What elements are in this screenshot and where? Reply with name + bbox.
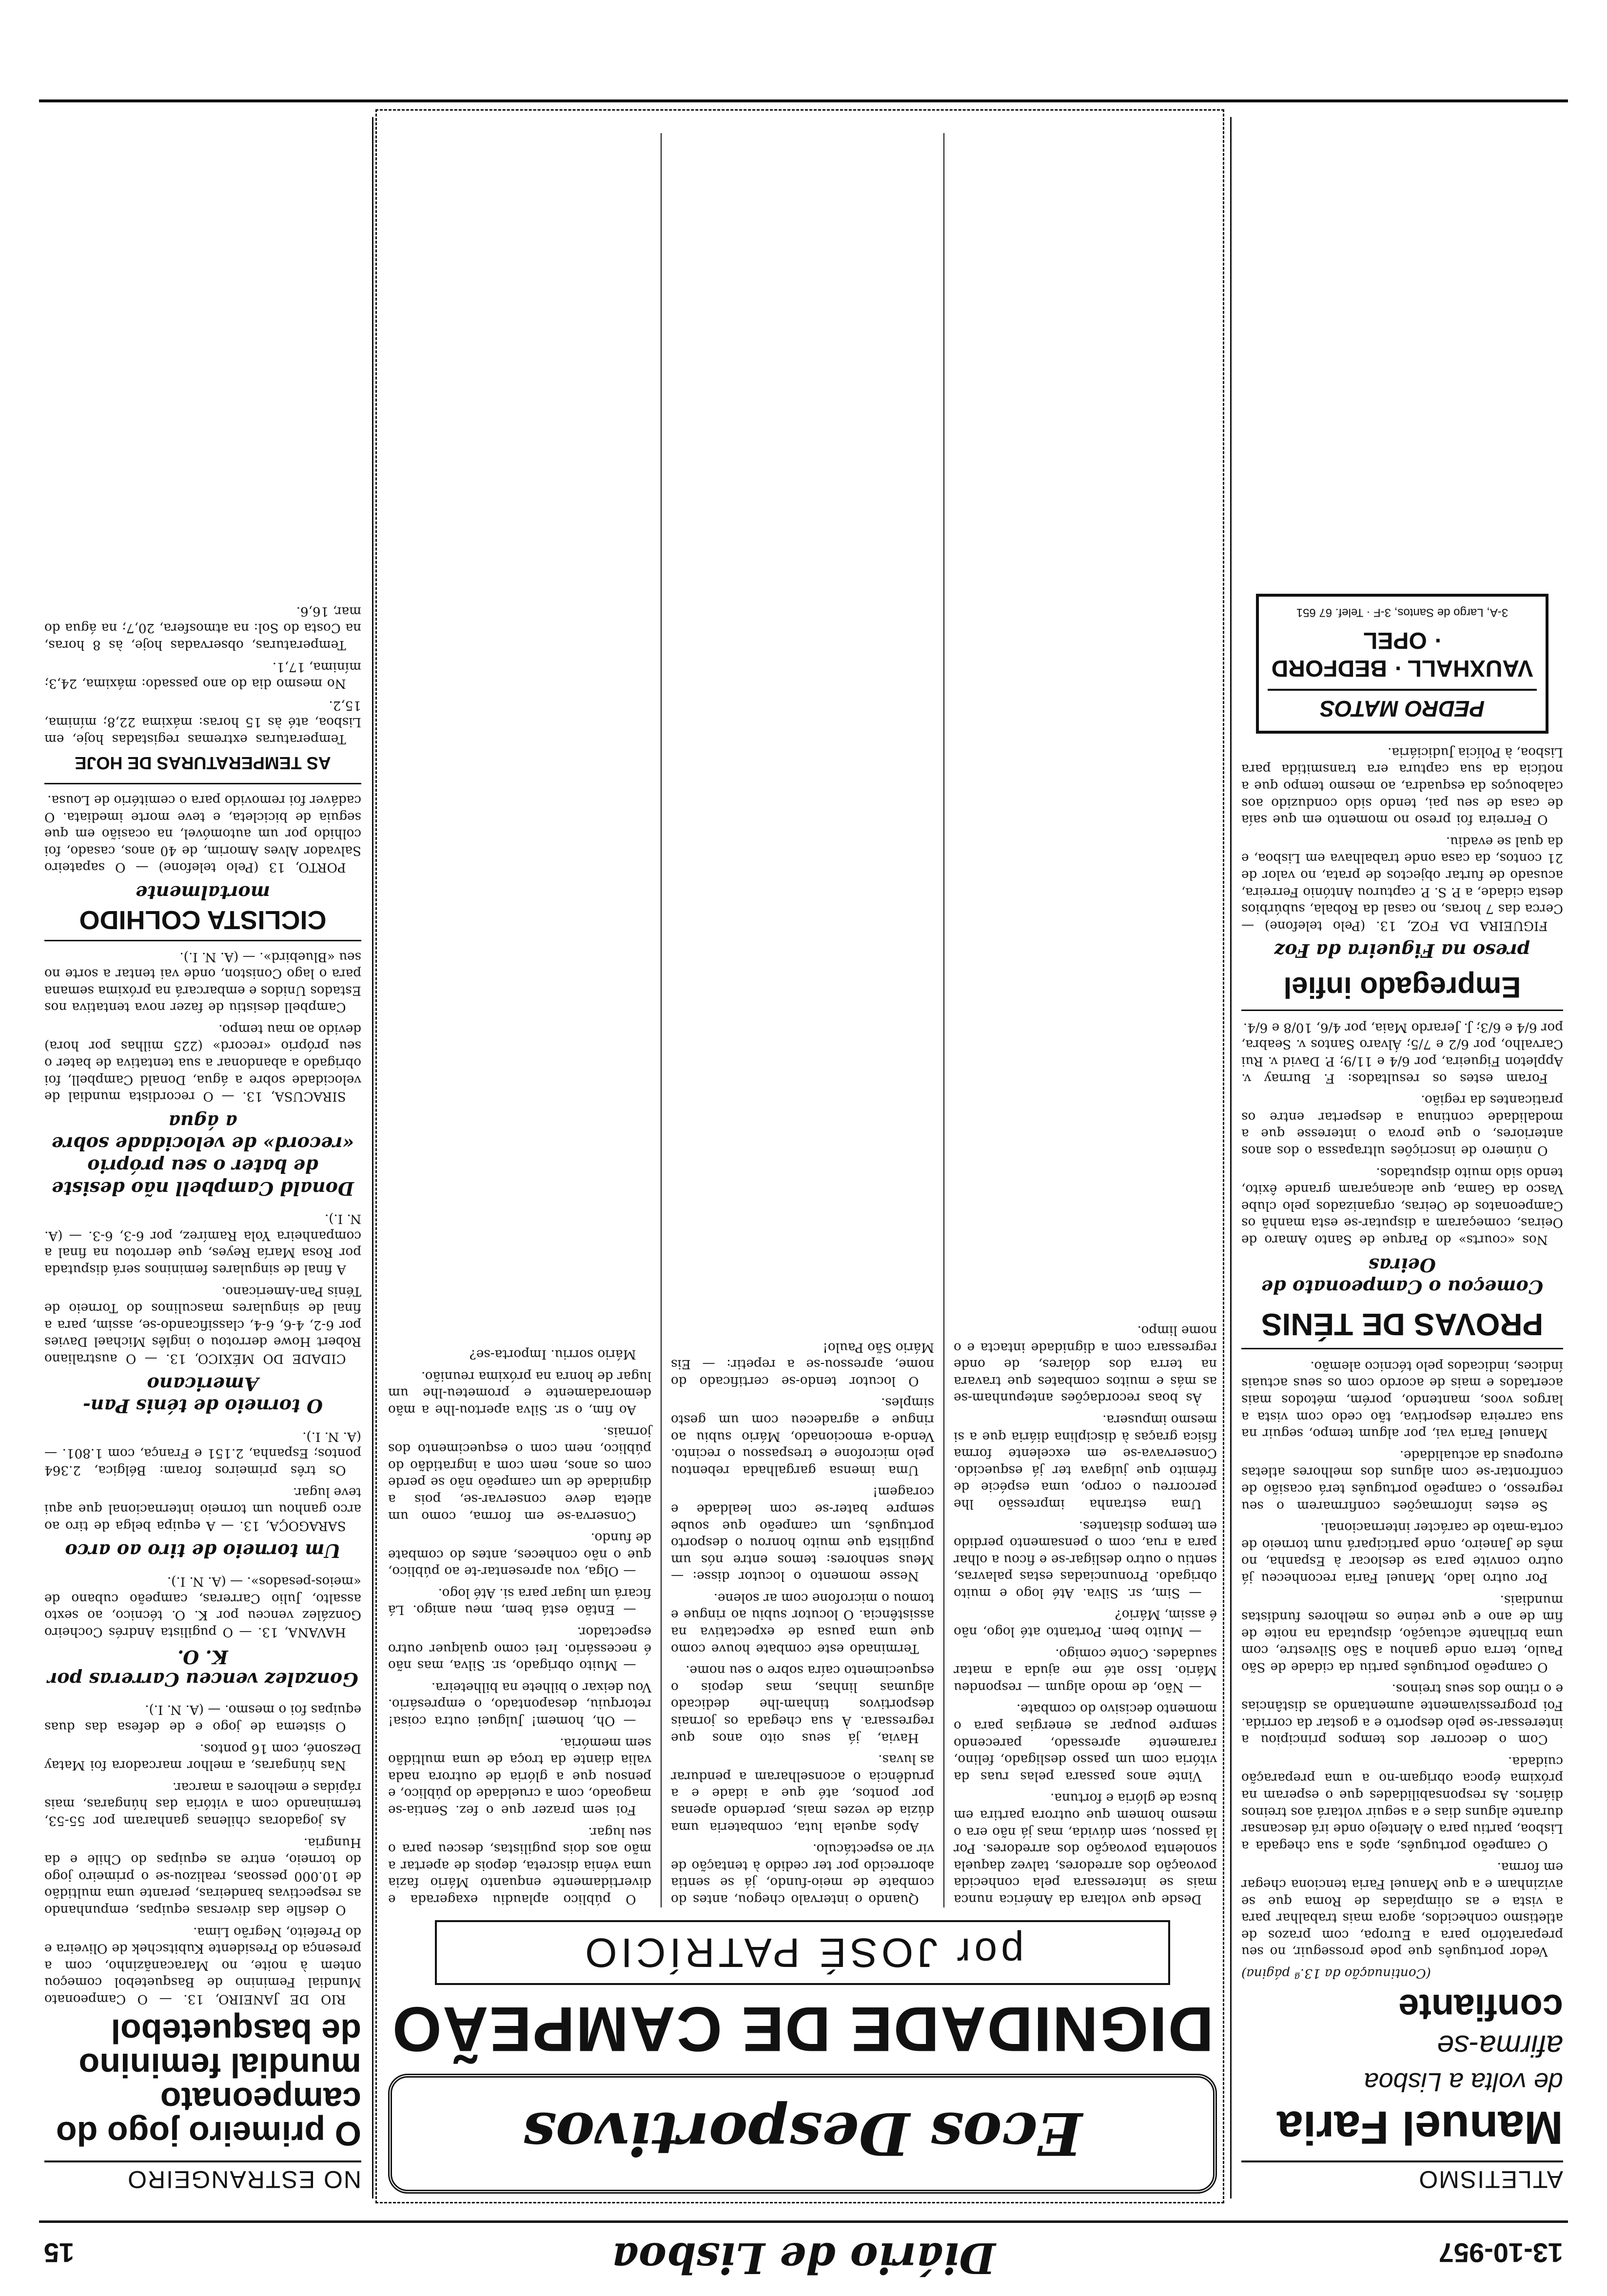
article-paragraph: Foram estes os resultados: F. Burnay v. Appleton Figueira, por 6/4 e 11/9; P. David v. Rui Carvalho, por 6/2 e 7/5; Álvaro Santos v. Seabra, por 6/4 e 6/3; J. Jerardo Maia, por 4/6, 10/8 e 6/4. bbox=[1241, 1020, 1563, 1086]
article-paragraph: O desfile das diversas equipas, empunhando as respectivas bandeiras, perante uma multidão de 10.000 pessoas, realizou-se o primeiro jogo do torneio, entre as equipas do Chile e da Hungria. bbox=[44, 1835, 361, 1918]
story-paragraph: — Sim, sr. Silva. Até logo e muito obrigado. Pronunciadas estas palavras, sentiu o outro desligar-se e ficou a olhar para a rua, com o pensamento perdido em tempos distantes. bbox=[954, 1518, 1217, 1600]
article-paragraph: No mesmo dia do ano passado: máxima, 24,3; mínima, 17,1. bbox=[44, 659, 361, 691]
article-paragraph: Se estes informações confirmarem o seu regresso, o campeão português terá ocasião de confrontar-se com alguns dos melhores atletas europeus da actualidade. bbox=[1241, 1447, 1563, 1513]
article-paragraph: Os três primeiros foram: Bélgica, 2.364 pontos; Espanha, 2.151 e França, com 1.801. — (A. N. I.). bbox=[44, 1429, 361, 1478]
byline-box: por JOSÉ PATRÍCIO bbox=[435, 1920, 1170, 1985]
article-paragraph: Temperaturas, observadas hoje, às 8 horas, na Costa do Sol: na atmosfera, 20,7; na água do mar, 16,6. bbox=[44, 603, 361, 653]
page-number: 15 bbox=[44, 2238, 75, 2268]
deck-confiante: confiante bbox=[1398, 1986, 1563, 2028]
story-paragraph: Quando o intervalo chegou, antes do combate de meio-fundo, já se sentia aborrecido por ter cedido à tentação de vir ao espectáculo. bbox=[671, 1841, 934, 1907]
article-paragraph: Manuel Faria vai, por algum tempo, seguir na sua carreira desportiva, tão cedo com vista a largos voos, mantendo, porém, métodos mais acertados e mais de acordo com os seus actuais índices, indicados pelo técnico alemão. bbox=[1241, 1358, 1563, 1441]
story-paragraph: Foi sem prazer que o fez. Sentia-se magoado, com a crueldade do público, e pensou que a glória de outrora nada valia diante da troça de uma multidão sem memória. bbox=[388, 1735, 651, 1818]
story-paragraph: — Oh, homem! Julguei outra coisa! retorquiu, desapontado, o empresário. Vou deixar o bilhete na bilheteira. bbox=[388, 1679, 651, 1729]
header-rule bbox=[39, 2220, 1568, 2223]
story-paragraph: Uma imensa gargalhada rebentou pelo microfone e trespassou o recinto. Vendo-a emocionado, Mário subiu ao ringue e agradeceu com um gesto simples. bbox=[671, 1395, 934, 1478]
article-paragraph: SARAGOÇA, 13. — A equipa belga de tiro ao arco ganhou um torneio internacional que aqui teve lugar. bbox=[44, 1484, 361, 1533]
section-atletismo: ATLETISMO bbox=[1241, 2160, 1563, 2194]
article-paragraph: O campeão português partiu da cidade de São Paulo, terra onde ganhou a São Silvestre, com uma brilhante actuação, disputada na noite de fim de ano e que reúne os melhores fundistas mundiais. bbox=[1241, 1592, 1563, 1674]
continuation-note: (Continuação da 13.ª página) bbox=[1241, 1966, 1431, 1981]
subhead-tiro-ao-arco: Um torneio de tiro ao arco bbox=[65, 1540, 341, 1562]
article-paragraph: Nos «courts» do Parque de Santo Amaro de Oeiras, começaram a disputar-se esta manhã os Campeonatos de Oeiras, organizados pelo clube Vasco da Gama, que alcançaram grande êxito, tendo sido muito disputados. bbox=[1241, 1165, 1563, 1247]
story-paragraph: Vinte anos passara pelas ruas da vitória com um passo desligado, felino, raramente apressado, parecendo sempre poupar as energias para o momento decisivo do combate. bbox=[954, 1701, 1217, 1784]
story-paragraph: — Não, de modo algum — respondeu Mário. Isso até me ajuda a matar saudades. Conte comigo. bbox=[954, 1646, 1217, 1694]
article-paragraph: CIDADE DO MÉXICO, 13. — O australiano Robert Howe derrotou o inglês Michael Davies por 6-2, 4-6, 6-4, classificando-se, assim, para a final de singulares masculinos do Torneio de Ténis Pan-Americano. bbox=[44, 1284, 361, 1366]
subhead-tenis-pan-americano: O torneio de ténis Pan-Americano bbox=[82, 1373, 323, 1418]
story-paragraph: Uma estranha impressão lhe percorreu o corpo, uma espécie de frémito que julgava ter já esquecido. Conservava-se em excelente forma física graças à disciplina diária que a si mesmo impusera. bbox=[954, 1412, 1217, 1511]
article-paragraph: Nas húngaras, a melhor marcadora foi Matay Dezsoné, com 16 pontos. bbox=[44, 1741, 361, 1773]
story-paragraph: Mário sorriu. Importa-se? bbox=[469, 1347, 636, 1362]
article-paragraph: O número de inscrições ultrapassa o dos anos anteriores, o que prova o interesse que a modalidade continua a despertar entre os praticantes da região. bbox=[1241, 1092, 1563, 1158]
story-paragraph: O público aplaudiu exagerada e divertidamente enquanto Mário fazia uma vénia discreta, depois de apertar a mão aos dois pugilistas, desceu para o seu lugar. bbox=[388, 1824, 651, 1907]
article-paragraph: Por outro lado, Manuel Faria reconheceu já outro convite para se deslocar à Espanha, no mês de Janeiro, onde participará num torneio de corta-mato de carácter internacional. bbox=[1241, 1520, 1563, 1585]
right-column bbox=[44, 598, 361, 2194]
story-paragraph: — Muito bem. Portanto até logo, não é assim, Mário? bbox=[954, 1607, 1217, 1639]
subhead-gonzalez: Gonzalez venceu Carreras por K. O. bbox=[47, 1646, 358, 1691]
article-paragraph: O sistema de jogo e de defesa das duas equipas foi o mesmo. — (A. N. I.). bbox=[44, 1702, 361, 1734]
story-paragraph: Conserva-se em forma, como um atleta deve conservar-se, pois a dignidade de um campeão não se perde com os anos, nem com a ingratidão do público, nem com o esquecimento dos jornais. bbox=[388, 1424, 651, 1523]
article-paragraph: Temperaturas extremas registadas hoje, em Lisboa, até às 15 horas: máxima 22,8; mínima, 15,2. bbox=[44, 698, 361, 746]
left-column bbox=[1241, 584, 1563, 2194]
headline-dignidade: DIGNIDADE DE CAMPEÃO bbox=[391, 1994, 1214, 2065]
column-divider bbox=[372, 117, 373, 2199]
headline-temperaturas: AS TEMPERATURAS DE HOJE bbox=[75, 753, 331, 774]
headline-manuel-faria: Manuel Faria bbox=[1277, 2101, 1563, 2154]
advertisement-pedro-matos bbox=[1256, 594, 1548, 734]
story-paragraph: Terminado este combate houve como que uma pausa de expectativa na assistência. O locutor subiu ao ringue e tomou o microfone com ar solene. bbox=[671, 1590, 934, 1656]
story-paragraph: Havia, já seus oito anos que regressara. À sua chegada os jornais desportivos tinham-lhe dedicado algumas linhas, mas depois o esquecimento caíra sobre o seu nome. bbox=[671, 1663, 934, 1745]
article-paragraph: Campbell desistiu de fazer nova tentativa nos Estados Unidos e embarcará na próxima semana para o lago Coniston, onde vai tentar a sorte no seu «Bluebird». — (A. N. I.). bbox=[44, 949, 361, 1015]
headline-provas-tenis: PROVAS DE TÉNIS bbox=[1261, 1307, 1544, 1343]
deck-de-volta: de volta a Lisboa bbox=[1364, 2067, 1563, 2097]
article-paragraph: Vedor português que pode prosseguir, no seu preparatório para a Europa, com prazos de atletismo conhecidos, agora mais trabalhar para a vista e as olimpíadas de Roma que se avizinham e a que Manuel Faria tenciona chegar em forma. bbox=[1241, 1860, 1563, 1959]
article-paragraph: FIGUEIRA DA FOZ, 13. (Pelo telefone) — Cerca das 7 horas, no casal da Robala, subúrbios desta cidade, a P. S. P. capturou António Ferreira, acusado de furtar objectos de prata, no valor de 21 contos, da casa onde trabalhava em Lisboa, e da qual se evadiu. bbox=[1241, 834, 1563, 933]
story-paragraph: — Muito obrigado, sr. Silva, mas não é necessário. Irei como qualquer outro espectador. bbox=[388, 1624, 651, 1673]
column-divider bbox=[1230, 117, 1232, 2199]
section-rule bbox=[44, 783, 361, 784]
subhead-mortalmente: mortalmente bbox=[136, 881, 270, 904]
subhead-donald-campbell: Donald Campbell não desiste de bater o seu próprio «record» de velocidade sobre a água bbox=[51, 1110, 354, 1200]
ad-brand: PEDRO MATOS bbox=[1268, 689, 1537, 722]
story-paragraph: — Olga, vou apresentar-te ao público, que o não conheces, antes do combate de fundo. bbox=[388, 1530, 651, 1579]
story-paragraph: Desde que voltara da América nunca mais se interessara pela conhecida povoação dos arredores, talvez daquela sonolenta povoação dos arredores. Por lá passou, sem dúvida, mas já não era o mesmo homem que outrora partira em busca de glória e fortuna. bbox=[954, 1790, 1217, 1907]
article-paragraph: O campeão português, após a sua chegada a Lisboa, partiu para o Alentejo onde irá descansar durante alguns dias e a seguir voltará aos treinos diários. As responsabilidades que o esperam na próxima época obrigam-no a uma preparação cuidada. bbox=[1241, 1753, 1563, 1853]
section-rule bbox=[1241, 1348, 1563, 1349]
deck-afirma-se: afirma-se bbox=[1437, 2029, 1563, 2063]
footer-rule bbox=[39, 99, 1568, 102]
story-paragraph: Nesse momento o locutor disse: — Meus senhores: temos entre nós um pugilista que muito honrou o desporto português, um campeão que soube sempre bater-se com lealdade e coragem! bbox=[671, 1484, 934, 1584]
story-paragraph: Após aquela luta, combateria uma dúzia de vezes mais, perdendo apenas por pontos, até que a idade e a prudência o aconselharam a pendurar as luvas. bbox=[671, 1752, 934, 1834]
page-header bbox=[44, 2228, 1563, 2286]
subhead-campeonato-oeiras: Começou o Campeonato de Oeiras bbox=[1261, 1254, 1544, 1299]
article-paragraph: Com o decorrer dos tempos principiou a interessar-se pelo desporto e a gostar da corrida. Foi progressivamente aumentando as distâncias e o ritmo dos seus treinos. bbox=[1241, 1681, 1563, 1747]
story-paragraph: Às boas recordações antepunham-se as más e muitos combates que travara na terra dos dólares, de onde regressara com a dignidade intacta e o nome limpo. bbox=[954, 1323, 1217, 1405]
story-paragraph: — Então está bem, meu amigo. Lá ficará um lugar para si. Até logo. bbox=[388, 1585, 651, 1617]
section-rule bbox=[44, 940, 361, 941]
masthead: Diário de Lisboa bbox=[611, 2233, 996, 2282]
ad-models: VAUXHALL · BEDFORD · OPEL bbox=[1271, 627, 1533, 681]
story-paragraph: O locutor tendo-se certificado do nome, apressou-se a repetir: — Eis Mário São Paulo! bbox=[671, 1340, 934, 1388]
article-paragraph: As jogadoras chilenas ganharam por 55-53, terminando com a vitória das húngaras, mais rápidas e melhores a marcar. bbox=[44, 1779, 361, 1829]
article-paragraph: A final de singulares femininos será disputada por Rosa María Reyes, que derrotou na final a companheira Yola Ramírez, por 6-3, 6-3. — (A. N. I.). bbox=[44, 1211, 361, 1277]
issue-date: 13-10-957 bbox=[1438, 2238, 1563, 2268]
section-no-estrangeiro: NO ESTRANGEIRO bbox=[44, 2160, 361, 2194]
article-paragraph: HAVANA, 13. — O pugilista Andrés Cocheiro González venceu por K. O. técnico, ao sexto assalto, Julio Carreras, campeão cubano de «meios-pesados». — (A. N. I.). bbox=[44, 1574, 361, 1639]
ad-address: 3-A, Largo de Santos, 3-F · Telef. 67 651 bbox=[1296, 606, 1509, 619]
headline-empregado-infiel: Empregado infiel bbox=[1283, 971, 1521, 1004]
section-rule bbox=[1241, 1010, 1563, 1011]
subhead-figueira: preso na Figueira da Foz bbox=[1274, 940, 1530, 962]
article-paragraph: RIO DE JANEIRO, 13. — O Campeonato Mundial Feminino de Basquetebol começou ontem à noite, no Maracanãzinho, com a presença do Presidente Kubitschek de Oliveira e do Prefeito, Negrão Lima. bbox=[44, 1924, 361, 2006]
banner-text: Ecos Desportivos bbox=[523, 2099, 1082, 2168]
decorative-story-border bbox=[375, 109, 1224, 2203]
article-paragraph: SIRACUSA, 13. — O recordista mundial de velocidade sobre a água, Donald Campbell, foi obrigado a abandonar a sua tentativa de bater o seu próprio «record» (225 milhas por hora) devido ao mau tempo. bbox=[44, 1021, 361, 1104]
article-paragraph: O Ferreira foi preso no momento em que saía de casa de seu pai, tendo sido conduzido aos calabouços da esquadra, ao mesmo tempo que a notícia da sua captura era transmitida para Lisboa, à Polícia Judiciária. bbox=[1241, 744, 1563, 827]
headline-basquetebol: O primeiro jogo do campeonato mundial feminino de basquetebol bbox=[56, 2012, 361, 2153]
headline-ciclista-colhido: CICLISTA COLHIDO bbox=[79, 905, 327, 934]
article-paragraph: PORTO, 13 (Pelo telefone) — O sapateiro Salvador Alves Amorim, de 40 anos, casado, foi colhido por um automóvel, na ocasião em que seguia de bicicleta, e teve morte imediata. O cadáver foi removido para o cemitério de Lousa. bbox=[44, 792, 361, 875]
story-paragraph: Ao fim, o sr. Silva apertou-lhe a mão demoradamente e prometeu-lhe um lugar de honra na próxima reunião. bbox=[388, 1368, 651, 1417]
